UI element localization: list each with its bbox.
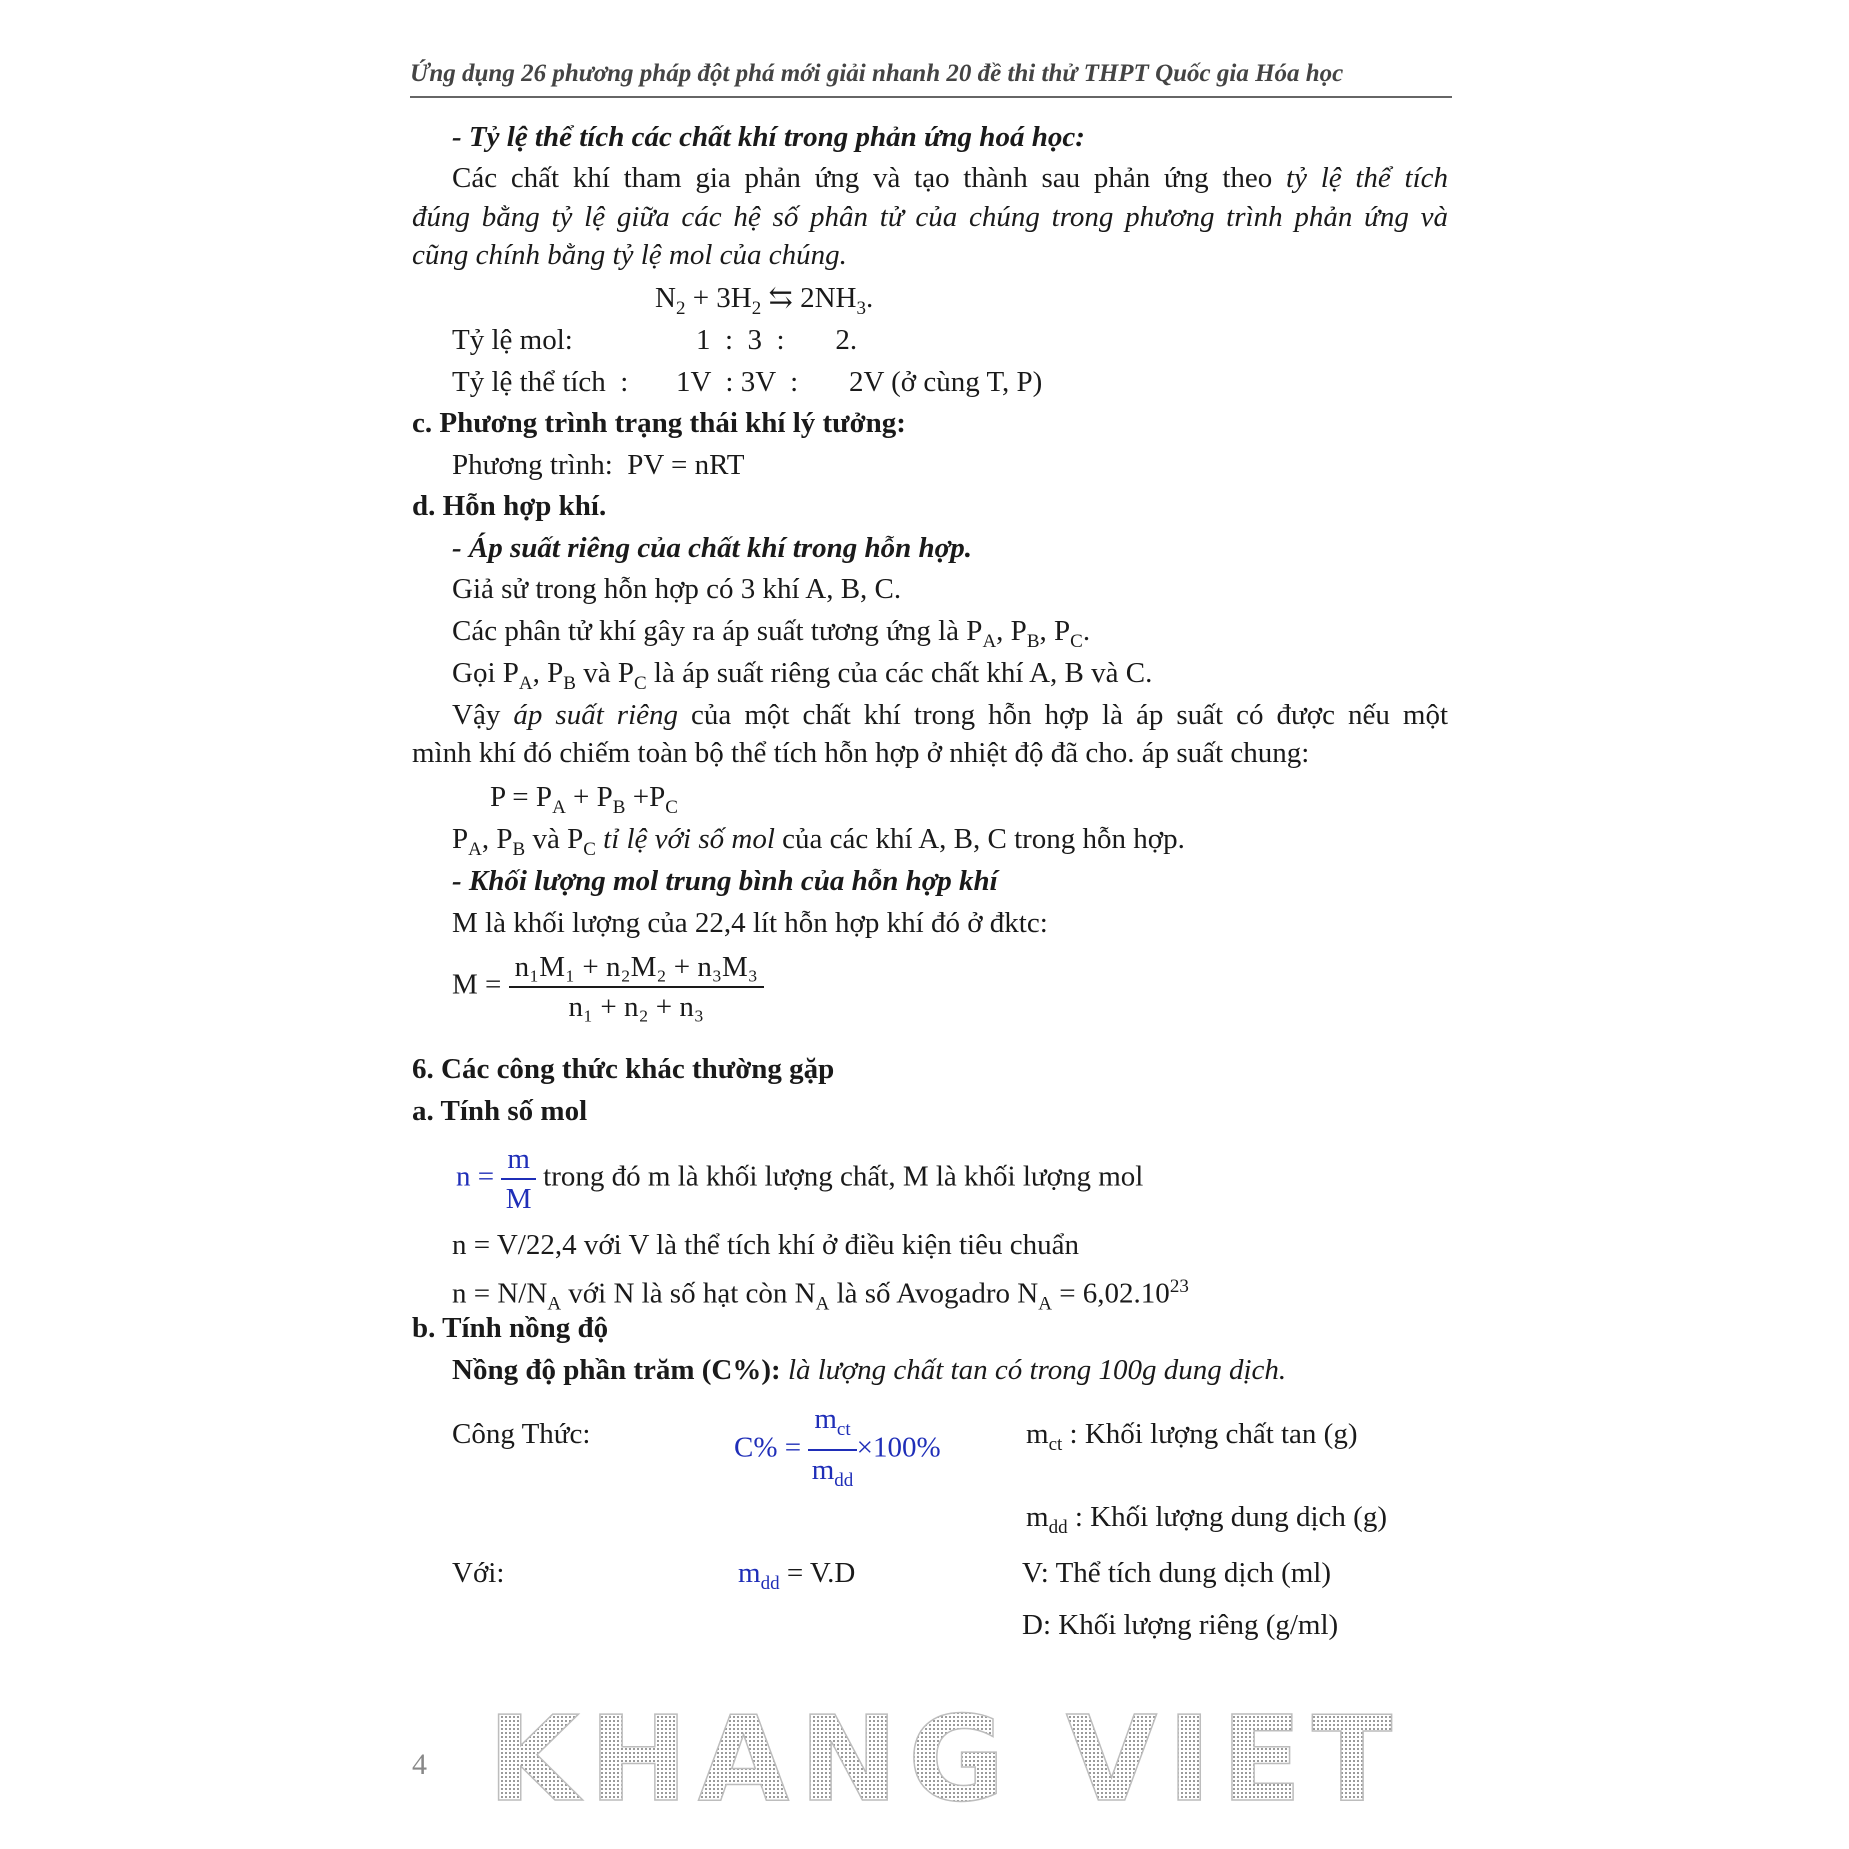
mol-ratio-label: Tỷ lệ mol:	[452, 324, 573, 356]
mixture-line-3: Gọi $P_A$, $P_B$ và $P_C$ là áp suất riêng của các chất khí A, B và C.	[452, 657, 1153, 694]
avg-mass-fraction	[509, 950, 764, 1024]
mixture-line-1: Giả sử trong hỗn hợp có 3 khí A, B, C.	[452, 573, 902, 605]
mol-fraction: $\frac{m}{M}$	[501, 1142, 536, 1216]
mol-ratio-values: 1 : 3 : 2.	[696, 324, 858, 356]
mol-formula-description: trong đó m là khối lượng chất, M là khối lượng mol	[543, 1160, 1144, 1193]
concentration-heading: b. Tính nồng độ	[412, 1312, 609, 1344]
mol-particles-formula: $n = N/N_A$ với N là số hạt còn $N_A$ là số Avogadro $N_A = 6,02.10^{23}$	[452, 1276, 1189, 1315]
mixture-line-4: Vậy áp suất riêng của một chất khí trong hỗn hợp là áp suất có được nếu một	[452, 699, 1449, 731]
page-number: 4	[412, 1748, 427, 1781]
vol-ratio-text-2: đúng bằng tỷ lệ giữa các hệ số phân tử của chúng trong phương trình phản ứng và	[412, 201, 1448, 233]
percent-concentration: Nồng độ phần trăm (C%): là lượng chất tan có trong 100g dung dịch.	[452, 1354, 1287, 1386]
avg-mass-denominator: n₁ + n₂ + n₃	[568, 991, 705, 1023]
avg-mass-formula: M = $\frac{\text{n₁M₁ + n₂M₂ + n₃M₃}}{\text{n₁ + n₂ + n₃}}$	[452, 950, 764, 1024]
mol-gas-formula: n = V/22,4 với V là thể tích khí ở điều kiện tiêu chuẩn	[452, 1229, 1079, 1261]
ideal-gas-heading: c. Phương trình trạng thái khí lý tưởng:	[412, 407, 906, 439]
total-pressure-equation: $P = P_A + P_B +P_C$	[490, 781, 678, 818]
mixture-line-5: mình khí đó chiếm toàn bộ thể tích hỗn hợp ở nhiệt độ đã cho. áp suất chung:	[412, 737, 1310, 769]
vol-ratio-text-3: cũng chính bằng tỷ lệ mol của chúng.	[412, 239, 847, 271]
vol-ratio-text-italic-1: tỷ lệ thể tích	[1286, 162, 1448, 194]
reaction-equation: $N_2 + 3H_2$ ⇆ $2NH_3$.	[655, 282, 874, 319]
with-label: Với:	[452, 1557, 505, 1589]
density-definition: D: Khối lượng riêng (g/ml)	[1022, 1609, 1339, 1641]
mdd-equation: $m_{dd} = V.D$	[738, 1557, 856, 1594]
vol-ratio-heading: - Tỷ lệ thể tích các chất khí trong phản ứng hoá học:	[452, 121, 1085, 153]
avg-mass-heading: - Khối lượng mol trung bình của hỗn hợp khí	[452, 865, 998, 897]
running-title: Ứng dụng 26 phương pháp đột phá mới giải nhanh 20 đề thi thử THPT Quốc gia Hóa học	[410, 60, 1344, 87]
vol-ratio-values: 1V : 3V : 2V (ở cùng T, P)	[676, 366, 1043, 398]
mixture-line-2: Các phân tử khí gây ra áp suất tương ứng là $P_A$, $P_B$, $P_C$.	[452, 615, 1091, 652]
mdd-definition: $m_{dd}$ : Khối lượng dung dịch (g)	[1026, 1501, 1387, 1538]
khang-viet-watermark	[485, 1700, 1405, 1810]
mol-formula: n = $\frac{m}{M}$ trong đó m là khối lượng chất, M là khối lượng mol	[456, 1143, 1144, 1215]
header-rule	[410, 96, 1452, 98]
watermark-text: KHANG VIET	[487, 1700, 1403, 1810]
avg-mass-numerator: n₁M₁ + n₂M₂ + n₃M₃	[509, 950, 764, 988]
mct-definition: $m_{ct}$ : Khối lượng chất tan (g)	[1026, 1418, 1358, 1455]
avg-mass-text: M là khối lượng của 22,4 lít hỗn hợp khí đó ở đktc:	[452, 907, 1048, 939]
gas-mixture-heading: d. Hỗn hợp khí.	[412, 490, 607, 522]
other-formulas-heading: 6. Các công thức khác thường gặp	[412, 1053, 835, 1085]
percent-formula: C% = $\frac{m_{ct}}{m_{dd}}$ ×100%	[734, 1402, 941, 1498]
vol-ratio-text-plain: Các chất khí tham gia phản ứng và tạo thành sau phản ứng theo	[452, 162, 1273, 194]
vol-ratio-label: Tỷ lệ thể tích :	[452, 366, 629, 398]
ideal-gas-equation: Phương trình: PV = nRT	[452, 449, 745, 481]
vol-ratio-text-1	[452, 161, 1448, 195]
mol-calc-heading: a. Tính số mol	[412, 1095, 588, 1127]
partial-pressure-heading: - Áp suất riêng của chất khí trong hỗn hợp.	[452, 532, 972, 564]
formula-label: Công Thức:	[452, 1418, 591, 1450]
mixture-line-7: $P_A$, $P_B$ và $P_C$ tỉ lệ với số mol của các khí A, B, C trong hỗn hợp.	[452, 823, 1185, 860]
percent-fraction: $\frac{m_{ct}}{m_{dd}}$	[808, 1402, 856, 1498]
equilibrium-arrow-icon: ⇆	[761, 282, 801, 314]
volume-definition: V: Thể tích dung dịch (ml)	[1022, 1557, 1332, 1589]
